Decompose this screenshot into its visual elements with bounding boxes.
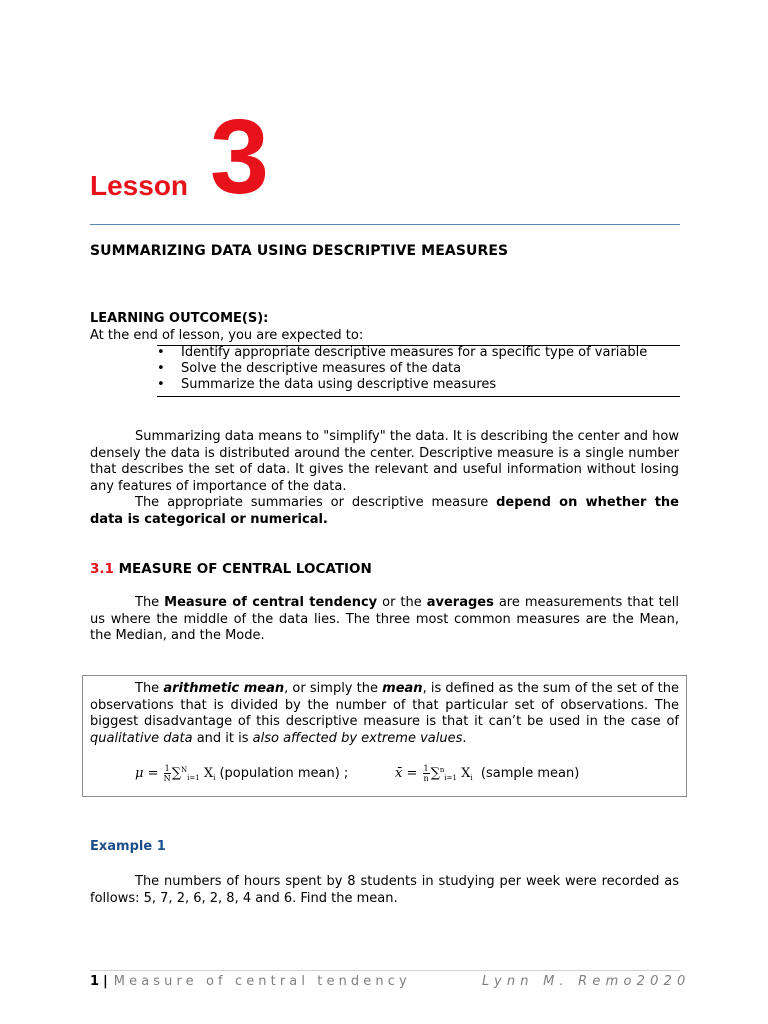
population-mean-formula: μ = $\frac{1}{N}\sum^N_{i=1}$ $X_i$ (population mean) ; — [135, 764, 349, 783]
learning-outcomes-intro: At the end of lesson, you are expected to: — [90, 328, 364, 343]
learning-outcomes-title: LEARNING OUTCOME(S): — [90, 311, 269, 326]
intro-text-1: Summarizing data means to "simplify" the data. It is describing the center and how densely the data is distributed around the center. Descriptive measure is a single number that describes the set of data. It gives the relevant and useful information without losing any features of importance of the data. — [90, 429, 679, 494]
example-title: Example 1 — [90, 839, 166, 854]
lesson-heading: SUMMARIZING DATA USING DESCRIPTIVE MEASURES — [90, 243, 509, 259]
intro-text-2: The appropriate summaries or descriptive measure depend on whether the data is categorical or numerical. — [90, 495, 679, 527]
footer-separator: | — [103, 974, 108, 989]
footer-divider — [90, 970, 680, 971]
footer-author: Lynn M. Remo2020 — [482, 974, 691, 989]
intro-paragraph — [90, 429, 679, 528]
bullet-icon: • — [157, 377, 165, 392]
footer-section-title: Measure of central tendency — [113, 974, 411, 989]
learning-outcomes-list: • Identify appropriate descriptive measures for a specific type of variable • Solve the descriptive measures of the data • Summarize the data using descriptive measures — [157, 345, 680, 397]
section-title: MEASURE OF CENTRAL LOCATION — [118, 561, 372, 577]
title-divider — [90, 224, 680, 225]
section-number: 3.1 — [90, 561, 114, 577]
lesson-label: Lesson — [90, 170, 189, 201]
page-footer — [90, 974, 411, 989]
page-number: 1 — [90, 974, 100, 989]
bullet-icon: • — [157, 361, 165, 376]
bullet-icon: • — [157, 345, 165, 360]
definition-box — [82, 675, 687, 797]
definition-text: The arithmetic mean, or simply the mean, is defined as the sum of the set of the observations that is divided by the number of that particular set of observations. The biggest disadvantage of this descriptive measure is that it can’t be used in the case of qualitative data and it is also affected by extreme values. — [90, 681, 679, 746]
section-heading — [90, 561, 372, 577]
sample-mean-formula: x̄ = $\frac{1}{n}\sum^n_{i=1}$ $X_i$ (sample mean) — [395, 764, 580, 783]
lesson-number: 3 — [210, 98, 269, 216]
example-paragraph: The numbers of hours spent by 8 students in studying per week were recorded as follows: 5, 7, 2, 6, 2, 8, 4 and 6. Find the mean. — [90, 874, 679, 906]
central-tendency-paragraph: The Measure of central tendency or the averages are measurements that tell us where the middle of the data lies. The three most common measures are the Mean, the Median, and the Mode. — [90, 595, 680, 643]
